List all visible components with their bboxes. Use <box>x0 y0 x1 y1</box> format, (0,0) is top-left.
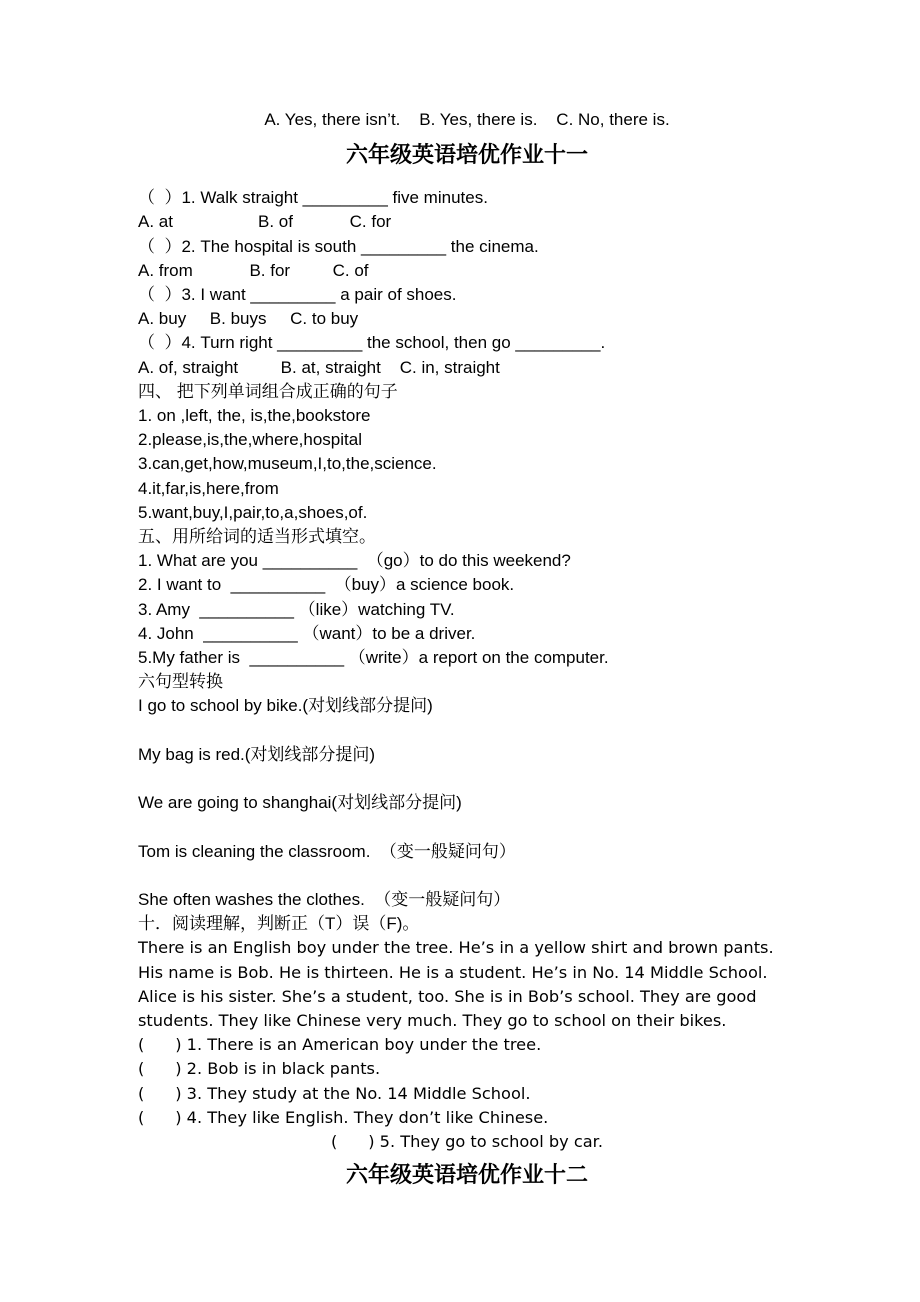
section4-heading: 四、 把下列单词组合成正确的句子 <box>138 381 398 401</box>
reading-passage: There is an English boy under the tree. He’s in a yellow shirt and brown pants. His name is Bob. He is thirteen. He is a student. He’s in No. 14 Middle School. Alice is his sister. She’s a student, too. She is in Bob’s school. They are good students. They like Chinese very much. They go to school on their bikes. <box>138 938 779 1031</box>
section4-item-1: 1. on ,left, the, is,the,bookstore <box>138 406 371 426</box>
section4-item-3: 3.can,get,how,museum,I,to,the,science. <box>138 454 437 474</box>
section6-item-5: She often washes the clothes. （变一般疑问句） <box>138 890 511 910</box>
section4-item-5: 5.want,buy,I,pair,to,a,shoes,of. <box>138 502 368 522</box>
section5-item-5: 5.My father is __________ （write）a report on the computer. <box>138 648 609 668</box>
blank-line <box>138 719 796 743</box>
section5-item-2: 2. I want to __________ （buy）a science book. <box>138 575 515 595</box>
section6-item-3: We are going to shanghai(对划线部分提问) <box>138 793 462 813</box>
mc-question-2: （ ）2. The hospital is south _________ the cinema. <box>138 236 539 256</box>
section5-item-4: 4. John __________ （want）to be a driver. <box>138 623 476 643</box>
mc-question-4: （ ）4. Turn right _________ the school, then go _________. <box>138 333 606 353</box>
section6-item-1: I go to school by bike.(对划线部分提问) <box>138 696 433 716</box>
tf-item-2: ( ) 2. Bob is in black pants. <box>138 1059 381 1079</box>
mc-options-4: A. of, straight B. at, straight C. in, straight <box>138 357 500 377</box>
tf-item-3: ( ) 3. They study at the No. 14 Middle School. <box>138 1083 531 1103</box>
section5-item-3: 3. Amy __________ （like）watching TV. <box>138 599 455 619</box>
blank-line <box>138 864 796 888</box>
tf-item-5: ( ) 5. They go to school by car. <box>331 1132 603 1152</box>
section5-heading: 五、用所给词的适当形式填空。 <box>138 527 376 547</box>
worksheet-12-title: 六年级英语培优作业十二 <box>345 1162 588 1188</box>
worksheet-11-title: 六年级英语培优作业十一 <box>345 142 588 168</box>
section10-heading: 十．阅读理解，判断正（T）误（F)。 <box>138 914 420 934</box>
section4-item-2: 2.please,is,the,where,hospital <box>138 430 362 450</box>
section6-item-2: My bag is red.(对划线部分提问) <box>138 744 376 764</box>
section6-item-4: Tom is cleaning the classroom. （变一般疑问句） <box>138 841 516 861</box>
blank-line <box>138 815 796 839</box>
mc-options-2: A. from B. for C. of <box>138 260 369 280</box>
tf-item-4: ( ) 4. They like English. They don’t like Chinese. <box>138 1107 549 1127</box>
blank-line <box>138 767 796 791</box>
section6-heading: 六句型转换 <box>138 672 223 692</box>
mc-question-1: （ ）1. Walk straight _________ five minutes. <box>138 188 488 208</box>
mc-options-1: A. at B. of C. for <box>138 212 392 232</box>
mc-question-3: （ ）3. I want _________ a pair of shoes. <box>138 285 457 305</box>
tf-item-1: ( ) 1. There is an American boy under the tree. <box>138 1035 542 1055</box>
section5-item-1: 1. What are you __________ （go）to do this weekend? <box>138 551 571 571</box>
section4-item-4: 4.it,far,is,here,from <box>138 478 279 498</box>
previous-answer-row: A. Yes, there isn’t. B. Yes, there is. C. No, there is. <box>264 110 670 129</box>
mc-options-3: A. buy B. buys C. to buy <box>138 309 359 329</box>
